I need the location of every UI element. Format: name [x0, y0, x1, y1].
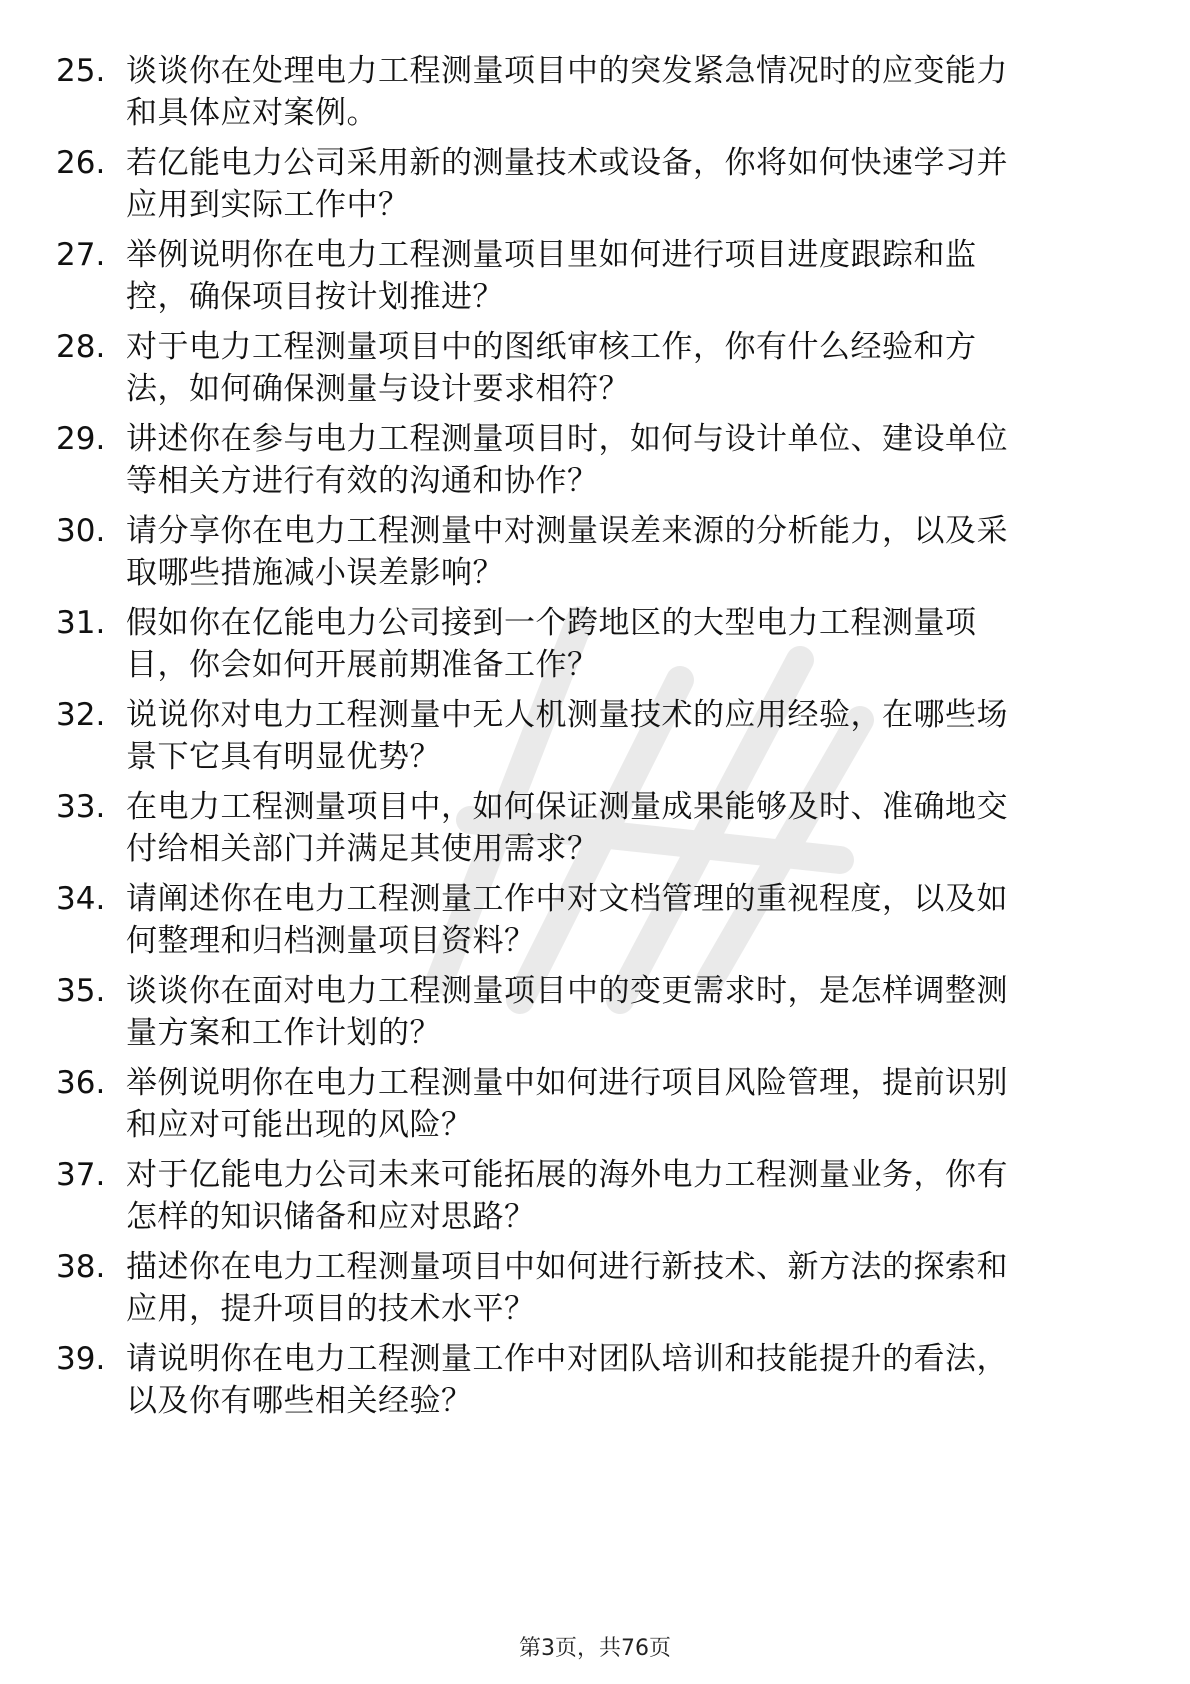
question-item: [0, 694, 1190, 778]
question-number: 35.: [56, 973, 106, 1009]
question-item: [0, 970, 1190, 1054]
question-item: [0, 1154, 1190, 1238]
question-text-line1: 举例说明你在电力工程测量项目里如何进行项目进度跟踪和监: [126, 237, 977, 273]
question-number: 36.: [56, 1065, 106, 1101]
question-text-line1: 对于电力工程测量项目中的图纸审核工作，你有什么经验和方: [126, 329, 977, 365]
question-text-line1: 谈谈你在面对电力工程测量项目中的变更需求时，是怎样调整测: [126, 973, 1008, 1009]
question-number: 37.: [56, 1157, 106, 1193]
question-text-line1: 假如你在亿能电力公司接到一个跨地区的大型电力工程测量项: [126, 605, 977, 641]
question-item: [0, 50, 1190, 134]
question-item: [0, 602, 1190, 686]
question-number: 27.: [56, 237, 106, 273]
question-text-line1: 描述你在电力工程测量项目中如何进行新技术、新方法的探索和: [126, 1249, 1008, 1285]
question-item: [0, 1062, 1190, 1146]
question-number: 25.: [56, 53, 106, 89]
question-text-line2: 量方案和工作计划的？: [126, 1015, 441, 1051]
question-item: [0, 1246, 1190, 1330]
question-number: 28.: [56, 329, 106, 365]
question-text-line1: 若亿能电力公司采用新的测量技术或设备，你将如何快速学习并: [126, 145, 1008, 181]
question-item: [0, 418, 1190, 502]
question-item: [0, 878, 1190, 962]
question-text-line2: 目，你会如何开展前期准备工作？: [126, 647, 599, 683]
question-text-line1: 举例说明你在电力工程测量中如何进行项目风险管理，提前识别: [126, 1065, 1008, 1101]
question-text-line2: 何整理和归档测量项目资料？: [126, 923, 536, 959]
question-text-line2: 取哪些措施减小误差影响？: [126, 555, 504, 591]
question-number: 30.: [56, 513, 106, 549]
question-text-line1: 请阐述你在电力工程测量工作中对文档管理的重视程度，以及如: [126, 881, 1008, 917]
question-number: 31.: [56, 605, 106, 641]
question-text-line1: 说说你对电力工程测量中无人机测量技术的应用经验，在哪些场: [126, 697, 1008, 733]
question-item: [0, 326, 1190, 410]
question-item: [0, 1338, 1190, 1422]
question-text-line2: 和具体应对案例。: [126, 95, 378, 131]
question-text-line2: 景下它具有明显优势？: [126, 739, 441, 775]
question-number: 38.: [56, 1249, 106, 1285]
question-text-line2: 和应对可能出现的风险？: [126, 1107, 473, 1143]
question-text-line1: 对于亿能电力公司未来可能拓展的海外电力工程测量业务，你有: [126, 1157, 1008, 1193]
question-text-line2: 怎样的知识储备和应对思路？: [126, 1199, 536, 1235]
question-item: [0, 142, 1190, 226]
page-number-footer: 第3页，共76页: [519, 1636, 671, 1661]
question-text-line2: 等相关方进行有效的沟通和协作？: [126, 463, 599, 499]
question-text-line2: 控，确保项目按计划推进？: [126, 279, 504, 315]
question-text-line1: 谈谈你在处理电力工程测量项目中的突发紧急情况时的应变能力: [126, 53, 1008, 89]
question-text-line2: 应用到实际工作中？: [126, 187, 410, 223]
question-text-line2: 应用，提升项目的技术水平？: [126, 1291, 536, 1327]
question-number: 33.: [56, 789, 106, 825]
question-text-line1: 在电力工程测量项目中，如何保证测量成果能够及时、准确地交: [126, 789, 1008, 825]
question-number: 34.: [56, 881, 106, 917]
question-number: 39.: [56, 1341, 106, 1377]
question-number: 29.: [56, 421, 106, 457]
question-text-line2: 以及你有哪些相关经验？: [126, 1383, 473, 1419]
question-number: 26.: [56, 145, 106, 181]
question-text-line1: 请分享你在电力工程测量中对测量误差来源的分析能力，以及采: [126, 513, 1008, 549]
question-item: [0, 234, 1190, 318]
question-number: 32.: [56, 697, 106, 733]
question-text-line2: 法，如何确保测量与设计要求相符？: [126, 371, 630, 407]
question-text-line2: 付给相关部门并满足其使用需求？: [126, 831, 599, 867]
question-item: [0, 786, 1190, 870]
question-item: [0, 510, 1190, 594]
question-text-line1: 请说明你在电力工程测量工作中对团队培训和技能提升的看法，: [126, 1341, 1008, 1377]
question-text-line1: 讲述你在参与电力工程测量项目时，如何与设计单位、建设单位: [126, 421, 1008, 457]
